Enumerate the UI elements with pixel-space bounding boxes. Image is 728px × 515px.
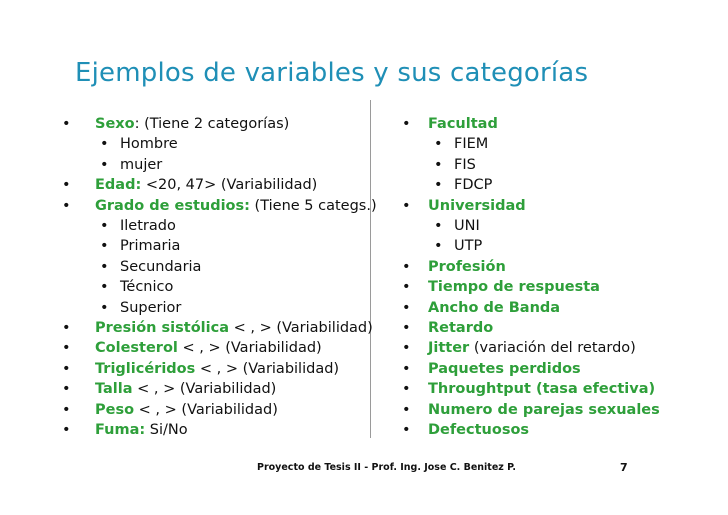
list-item (402, 379, 660, 399)
item-text: Superior (120, 299, 182, 316)
list-item (402, 298, 660, 318)
item-text: Iletrado (120, 218, 176, 235)
bullet-icon: • (402, 422, 411, 439)
bullet-icon: • (62, 340, 71, 357)
bullet-icon: • (434, 238, 443, 255)
item-keyword: Fuma: (95, 422, 146, 439)
sub-list-item (62, 155, 377, 175)
list-item (402, 196, 660, 216)
item-text: Hombre (120, 136, 178, 153)
item-text: Secundaria (120, 258, 202, 275)
item-text: FIEM (454, 136, 489, 153)
list-item (62, 318, 377, 338)
sub-list-item (62, 277, 377, 297)
list-item (62, 379, 377, 399)
item-text: Si/No (145, 422, 188, 439)
bullet-icon: • (402, 381, 411, 398)
item-keyword: Sexo (95, 116, 135, 132)
list-item (402, 318, 660, 338)
item-text: FDCP (454, 177, 493, 194)
bullet-icon: • (402, 279, 411, 296)
sub-list-item (62, 257, 377, 277)
list-item (402, 114, 660, 134)
list-item (62, 196, 377, 216)
item-text: < , > (Variabilidad) (229, 320, 373, 337)
list-item (62, 359, 377, 379)
list-item (402, 277, 660, 297)
list-item (402, 257, 660, 277)
list-item (62, 400, 377, 420)
item-text: mujer (120, 156, 163, 173)
left-bullet-list (62, 114, 377, 441)
item-text: (variación del retardo) (469, 340, 636, 357)
bullet-icon: • (434, 156, 443, 173)
sub-list-item (402, 134, 660, 154)
bullet-icon: • (100, 258, 109, 275)
item-keyword: Triglicéridos (95, 360, 196, 377)
item-text: < , > (Variabilidad) (177, 340, 322, 357)
item-text: FIS (454, 156, 476, 173)
item-keyword: Grado de estudios: (95, 197, 250, 214)
item-keyword: Edad: (95, 177, 142, 194)
bullet-icon: • (62, 381, 71, 398)
sub-list-item (62, 236, 377, 256)
bullet-icon: • (100, 218, 109, 235)
bullet-icon: • (62, 422, 71, 439)
sub-list-item (62, 216, 377, 236)
sub-list-item (62, 134, 377, 154)
footer-text: Proyecto de Tesis II - Prof. Ing. Jose C. Benitez P. (257, 462, 516, 473)
sub-list-item (402, 155, 660, 175)
item-keyword: Numero de parejas sexuales (428, 401, 660, 418)
item-keyword: Colesterol (95, 340, 178, 357)
item-keyword: Defectuosos (428, 422, 530, 439)
sub-list-item (402, 175, 660, 195)
item-text: < , > (Variabilidad) (195, 360, 340, 377)
bullet-icon: • (434, 136, 443, 153)
bullet-icon: • (62, 320, 71, 337)
item-text: Primaria (120, 238, 181, 255)
item-keyword: Profesión (428, 258, 506, 275)
bullet-icon: • (402, 197, 411, 214)
item-text: UTP (454, 238, 483, 255)
list-item (402, 420, 660, 440)
bullet-icon: • (62, 116, 71, 132)
sub-list-item (402, 216, 660, 236)
item-keyword: Throughtput (tasa efectiva) (428, 381, 656, 398)
page-number: 7 (620, 461, 628, 474)
bullet-icon: • (100, 299, 109, 316)
item-keyword: Peso (95, 401, 135, 418)
item-text: <20, 47> (Variabilidad) (141, 177, 318, 194)
bullet-icon: • (100, 136, 109, 153)
bullet-icon: • (402, 258, 411, 275)
item-text: UNI (454, 218, 480, 235)
list-item (402, 359, 660, 379)
bullet-icon: • (434, 177, 443, 194)
item-keyword: Retardo (428, 320, 494, 337)
bullet-icon: • (100, 279, 109, 296)
bullet-icon: • (62, 360, 71, 377)
item-keyword: Talla (95, 381, 133, 398)
item-text: Técnico (120, 279, 174, 296)
item-keyword: Universidad (428, 197, 526, 214)
bullet-icon: • (62, 401, 71, 418)
item-keyword: Ancho de Banda (428, 299, 561, 316)
item-keyword: Facultad (428, 116, 498, 132)
list-item (62, 114, 377, 134)
slide-title: Ejemplos de variables y sus categorías (75, 58, 589, 88)
list-item (62, 420, 377, 440)
bullet-icon: • (402, 116, 411, 132)
item-keyword: Presión sistólica (95, 320, 229, 337)
bullet-icon: • (62, 197, 71, 214)
item-text: < , > (Variabilidad) (132, 381, 277, 398)
list-item (62, 175, 377, 195)
bullet-icon: • (402, 299, 411, 316)
bullet-icon: • (62, 177, 71, 194)
bullet-icon: • (402, 340, 411, 357)
bullet-icon: • (402, 360, 411, 377)
bullet-icon: • (402, 401, 411, 418)
list-item (62, 338, 377, 358)
bullet-icon: • (434, 218, 443, 235)
item-text: < , > (Variabilidad) (134, 401, 278, 418)
item-keyword: Tiempo de respuesta (428, 279, 600, 296)
right-bullet-list (402, 114, 660, 441)
item-text: (Tiene 5 categs.) (249, 197, 377, 214)
sub-list-item (402, 236, 660, 256)
bullet-icon: • (100, 156, 109, 173)
list-item (402, 338, 660, 358)
item-keyword: Jitter (428, 340, 470, 357)
bullet-icon: • (100, 238, 109, 255)
item-text: : (Tiene 2 categorías) (134, 116, 290, 132)
item-keyword: Paquetes perdidos (428, 360, 581, 377)
sub-list-item (62, 298, 377, 318)
bullet-icon: • (402, 320, 411, 337)
list-item (402, 400, 660, 420)
